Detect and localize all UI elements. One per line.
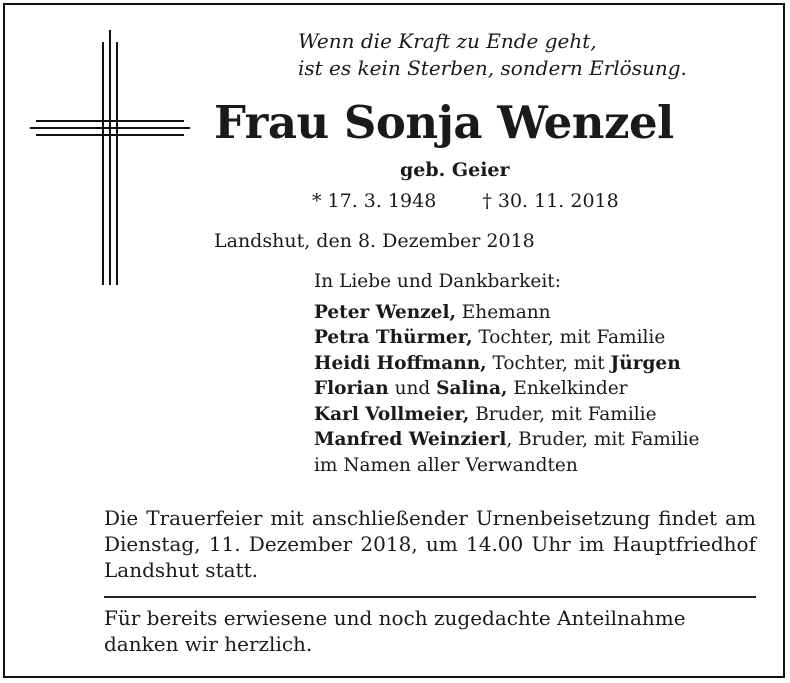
mourner-relation: Tochter, mit [486, 352, 611, 374]
mourner-relation: im Namen aller Verwandten [314, 454, 578, 476]
mourner-name: Peter Wenzel, [314, 301, 456, 323]
mourner-line [314, 453, 699, 479]
mourner-line [314, 427, 699, 453]
quote [298, 28, 687, 82]
cross-icon [30, 30, 190, 285]
mourner-relation: Enkelkinder [507, 378, 628, 399]
mourner-name: Petra Thürmer, [314, 327, 473, 348]
mourner-line [314, 402, 699, 428]
mourner-line [314, 376, 699, 402]
mourner-relation: Tochter, mit Familie [472, 327, 666, 348]
maiden-name: geb. Geier [400, 159, 510, 181]
place-date: Landshut, den 8. Dezember 2018 [214, 230, 535, 252]
mourners-list [314, 269, 699, 478]
mourners-intro: In Liebe und Dankbarkeit: [314, 271, 561, 292]
mourner-line [314, 351, 699, 377]
thanks-text: Für bereits erwiesene und noch zugedachte Anteilnahme danken wir herzlich. [104, 606, 686, 656]
ceremony-text: Die Trauerfeier mit anschließender Urnenbeisetzung findet am Dienstag, 11. Dezember 2018, um 14.00 Uhr im Hauptfriedhof Landshut statt. [104, 506, 756, 582]
birth-date: * 17. 3. 1948 [312, 190, 437, 212]
quote-line-1: Wenn die Kraft zu Ende geht, [298, 29, 597, 53]
death-date: † 30. 11. 2018 [482, 190, 619, 212]
mourner-relation: und [388, 378, 437, 399]
mourner-name: Heidi Hoffmann, [314, 352, 487, 374]
mourner-relation: Bruder, mit Familie [469, 403, 657, 425]
mourner-line [314, 325, 699, 351]
divider [104, 596, 756, 598]
life-dates [312, 190, 619, 212]
mourner-relation: , Bruder, mit Familie [506, 429, 700, 450]
mourner-name: Salina, [436, 378, 508, 399]
quote-line-2: ist es kein Sterben, sondern Erlösung. [298, 56, 687, 80]
mourner-relation: Ehemann [455, 301, 551, 323]
mourner-name: Karl Vollmeier, [314, 403, 470, 425]
mourner-line [314, 300, 699, 326]
deceased-name: Frau Sonja Wenzel [214, 96, 674, 149]
mourner-name: Manfred Weinzierl [314, 429, 507, 450]
mourner-name: Florian [314, 378, 389, 399]
mourner-name: Jürgen [610, 352, 681, 374]
